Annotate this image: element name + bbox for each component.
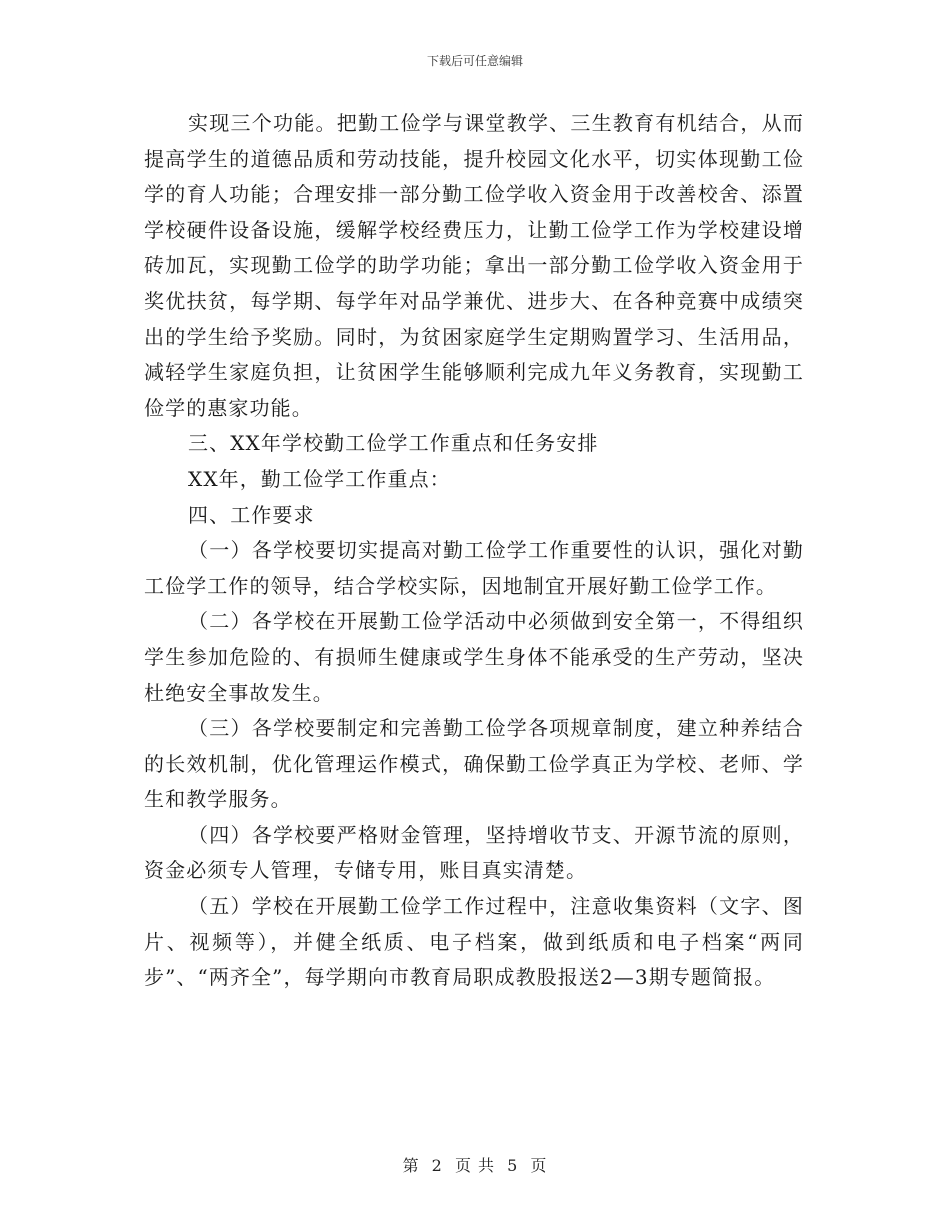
paragraph-functions: 实现三个功能。把勤工俭学与课堂教学、三生教育有机结合，从而提高学生的道德品质和劳动技能，提升校园文化水平，切实体现勤工俭学的育人功能；合理安排一部分勤工俭学收入资金用于改善校舍、添置学校硬件设备设施，缓解学校经费压力，让勤工俭学工作为学校建设增砖加瓦，实现勤工俭学的助学功能；拿出一部分勤工俭学收入资金用于奖优扶贫，每学期、每学年对品学兼优、进步大、在各种竞赛中成绩突出的学生给予奖励。同时，为贫困家庭学生定期购置学习、生活用品，减轻学生家庭负担，让贫困学生能够顺利完成九年义务教育，实现勤工俭学的惠家功能。	[144, 111, 804, 420]
paragraph-requirement-2: （二）各学校在开展勤工俭学活动中必须做到安全第一，不得组织学生参加危险的、有损师生健康或学生身体不能承受的生产劳动，坚决杜绝安全事故发生。	[144, 609, 804, 705]
page-number-current: 2	[431, 1156, 443, 1175]
page-header: 下载后可任意编辑	[426, 54, 523, 68]
page-number-prefix: 第	[402, 1156, 420, 1175]
paragraph-requirement-1: （一）各学校要切实提高对勤工俭学工作重要性的认识，强化对勤工俭学工作的领导，结合学校实际，因地制宜开展好勤工俭学工作。	[144, 538, 804, 598]
page-number-total: 5	[507, 1156, 519, 1175]
paragraph-requirement-5: （五）学校在开展勤工俭学工作过程中，注意收集资料（文字、图片、视频等），并健全纸质、电子档案，做到纸质和电子档案“两同步”、“两齐全”，每学期向市教育局职成教股报送2—3期专题简报。	[144, 894, 804, 990]
document-body	[144, 106, 804, 996]
heading-section-4: 四、工作要求	[188, 502, 315, 527]
page-number-suffix: 页	[530, 1156, 548, 1175]
page-footer	[0, 1153, 950, 1176]
heading-section-3: 三、XX年学校勤工俭学工作重点和任务安排	[188, 431, 599, 456]
paragraph-requirement-4: （四）各学校要严格财金管理，坚持增收节支、开源节流的原则，资金必须专人管理，专储专用，账目真实清楚。	[144, 822, 804, 883]
page-number-mid: 页 共	[454, 1156, 496, 1175]
paragraph-key-points: XX年，勤工俭学工作重点：	[188, 466, 451, 491]
paragraph-requirement-3: （三）各学校要制定和完善勤工俭学各项规章制度，建立种养结合的长效机制，优化管理运作模式，确保勤工俭学真正为学校、老师、学生和教学服务。	[144, 716, 804, 812]
